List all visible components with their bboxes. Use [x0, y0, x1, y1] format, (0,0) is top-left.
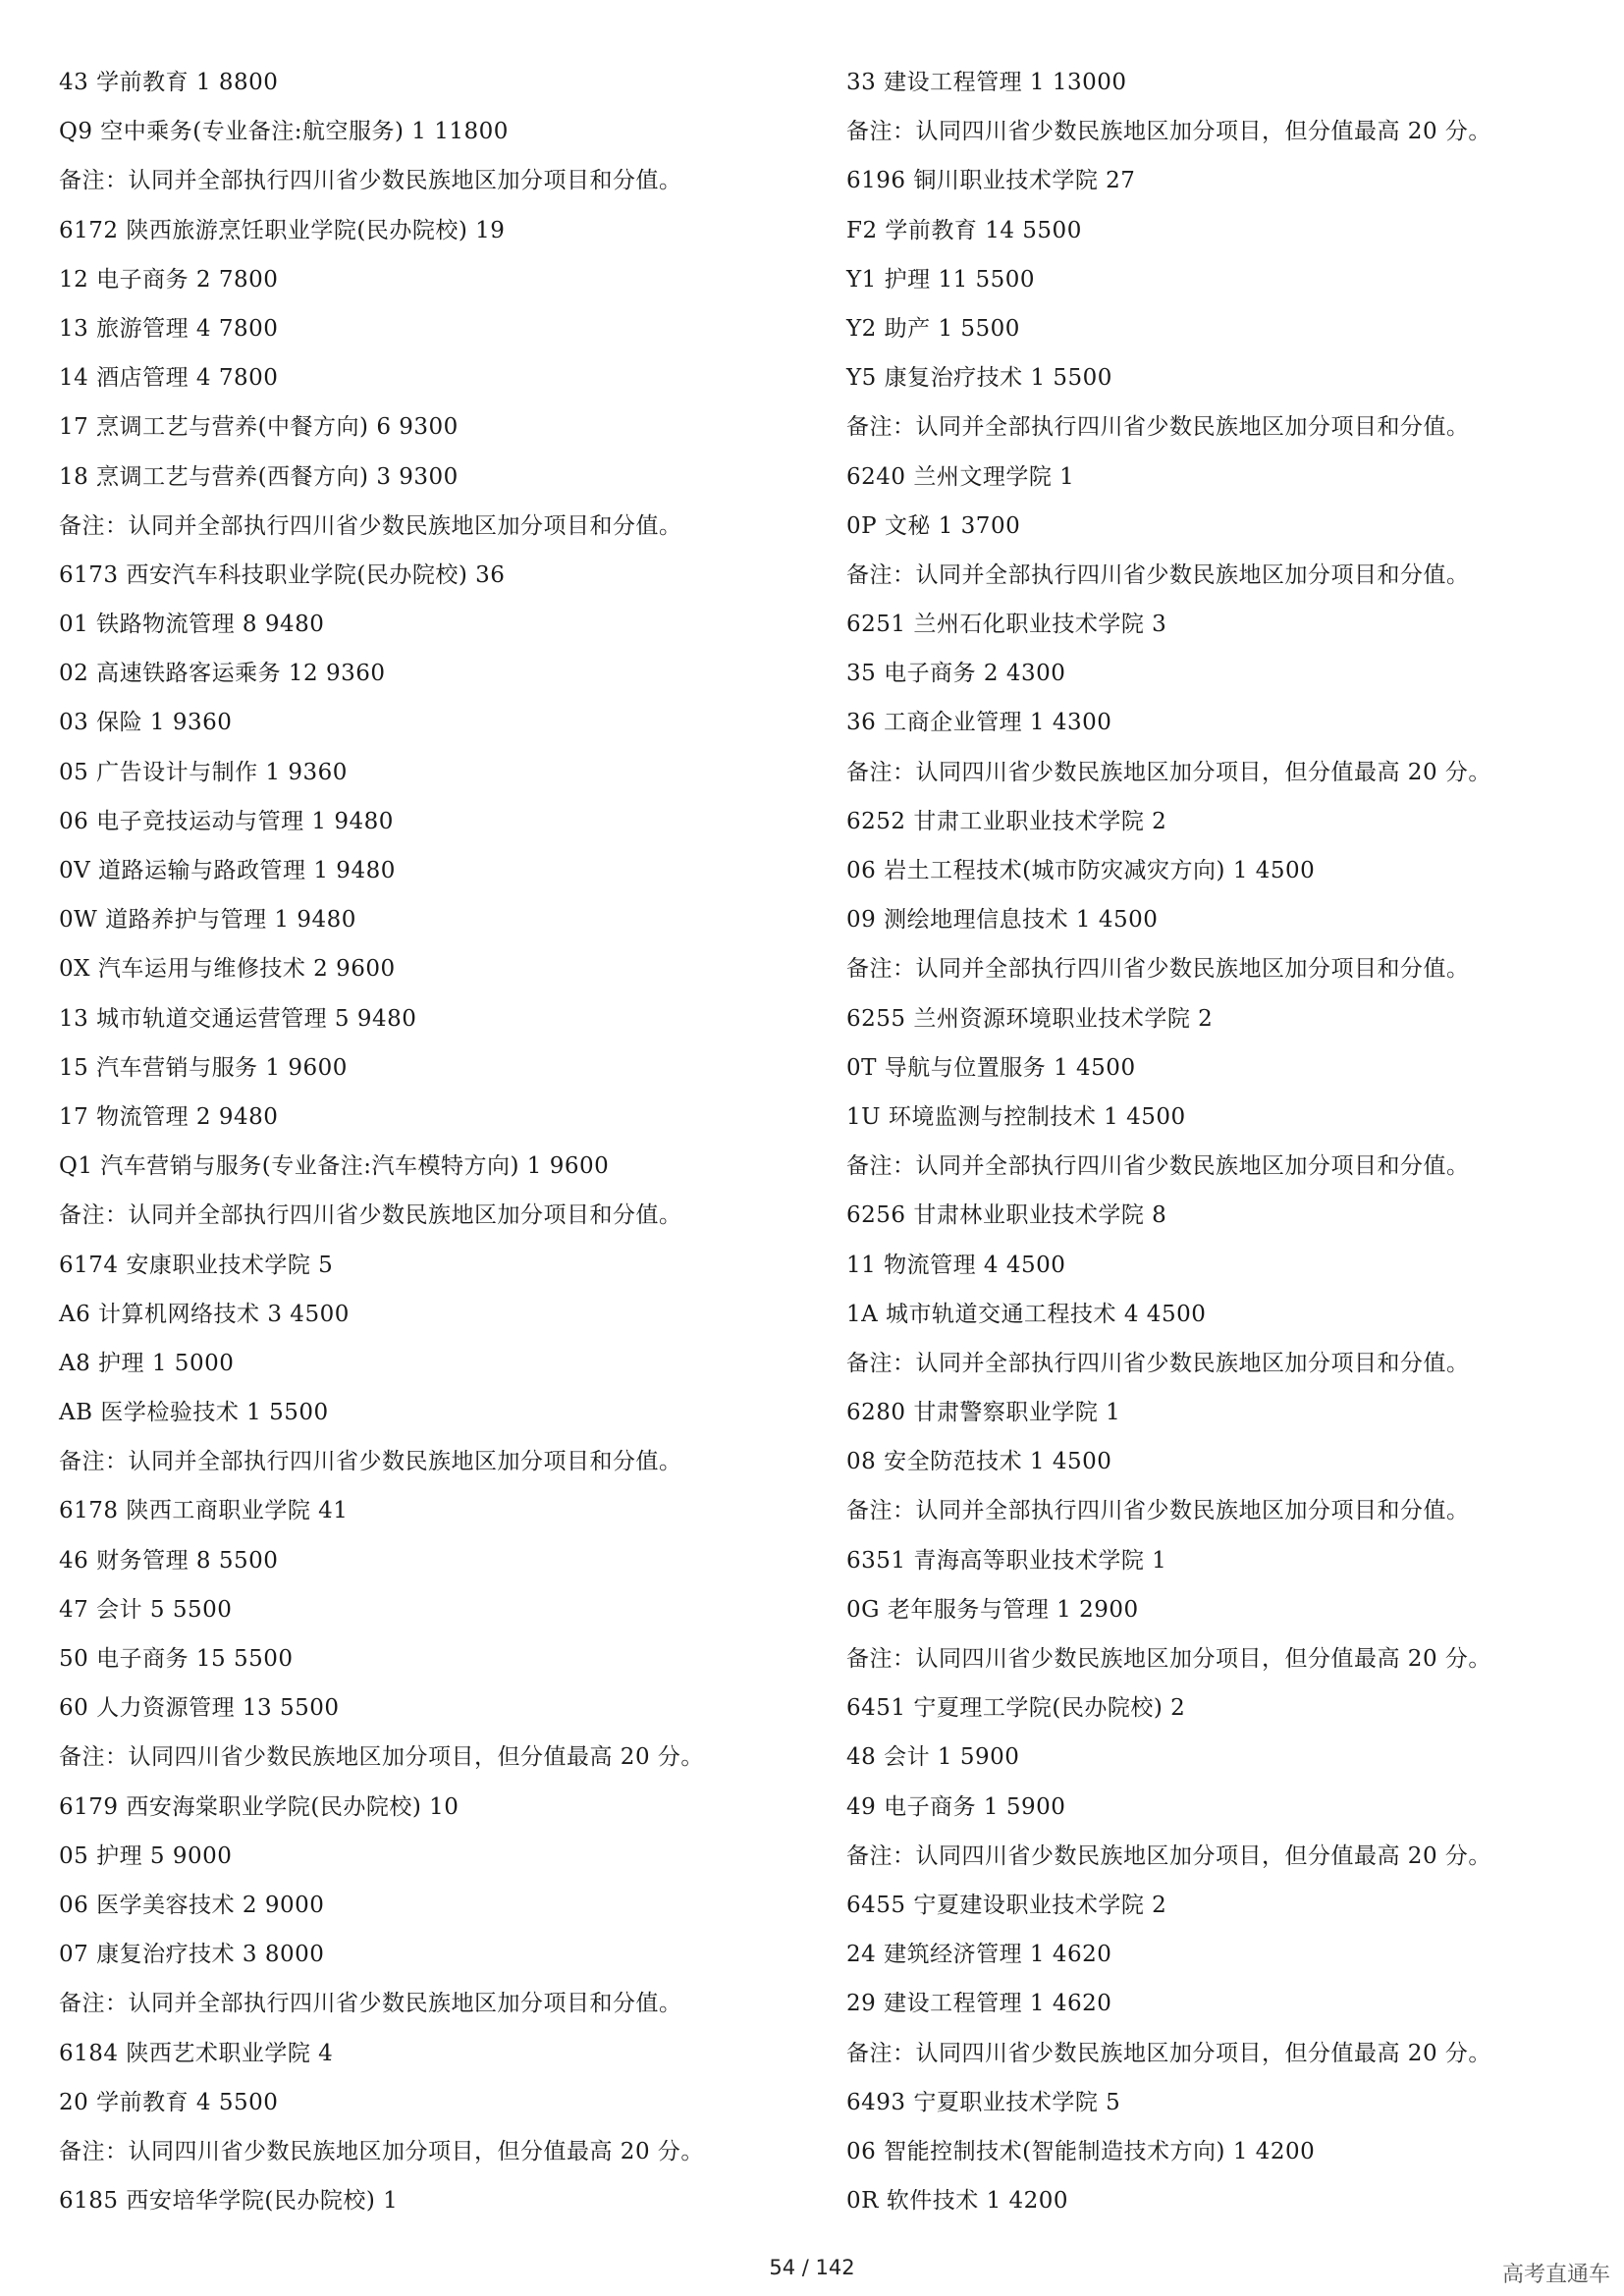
- right-column-line: 备注：认同并全部执行四川省少数民族地区加分项目和分值。: [846, 1498, 1470, 1524]
- right-column-line: 06 智能控制技术(智能制造技术方向) 1 4200: [846, 2138, 1316, 2164]
- right-column-line: 29 建设工程管理 1 4620: [846, 1991, 1112, 2017]
- right-column-line: 09 测绘地理信息技术 1 4500: [846, 907, 1159, 934]
- left-column-line: 备注：认同四川省少数民族地区加分项目，但分值最高 20 分。: [59, 2138, 704, 2164]
- left-column-line: A8 护理 1 5000: [59, 1350, 235, 1376]
- left-column-line: 备注：认同并全部执行四川省少数民族地区加分项目和分值。: [59, 1202, 682, 1229]
- left-column-line: 13 旅游管理 4 7800: [59, 315, 279, 342]
- right-column-line: 6255 兰州资源环境职业技术学院 2: [846, 1005, 1214, 1032]
- left-column-line: 6172 陕西旅游烹饪职业学院(民办院校) 19: [59, 217, 506, 243]
- left-column-line: 05 护理 5 9000: [59, 1842, 233, 1869]
- left-column-line: Q9 空中乘务(专业备注:航空服务) 1 11800: [59, 119, 509, 145]
- left-column-line: 6179 西安海棠职业学院(民办院校) 10: [59, 1793, 460, 1820]
- left-column-line: 6173 西安汽车科技职业学院(民办院校) 36: [59, 561, 506, 588]
- right-column-line: 备注：认同并全部执行四川省少数民族地区加分项目和分值。: [846, 561, 1470, 588]
- left-column-line: 07 康复治疗技术 3 8000: [59, 1942, 325, 1968]
- right-column-line: 33 建设工程管理 1 13000: [846, 70, 1127, 95]
- watermark: 高考直通车: [1501, 2263, 1610, 2287]
- left-column-line: 50 电子商务 15 5500: [59, 1646, 294, 1672]
- left-column-line: A6 计算机网络技术 3 4500: [59, 1301, 350, 1327]
- left-column-line: 46 财务管理 8 5500: [59, 1547, 279, 1574]
- left-column-line: 6185 西安培华学院(民办院校) 1: [59, 2188, 399, 2215]
- right-column-line: 0P 文秘 1 3700: [846, 512, 1021, 539]
- right-column-line: F2 学前教育 14 5500: [846, 217, 1082, 243]
- right-column: [846, 65, 1593, 2232]
- left-column-line: AB 医学检验技术 1 5500: [59, 1400, 329, 1426]
- right-column-line: Y5 康复治疗技术 1 5500: [846, 365, 1112, 392]
- right-column-line: 0T 导航与位置服务 1 4500: [846, 1054, 1136, 1081]
- left-column-line: 6178 陕西工商职业学院 41: [59, 1498, 349, 1524]
- left-column-line: 14 酒店管理 4 7800: [59, 365, 279, 392]
- left-column-line: 0X 汽车运用与维修技术 2 9600: [59, 956, 396, 983]
- right-column-line: 35 电子商务 2 4300: [846, 661, 1066, 687]
- left-column-line: 60 人力资源管理 13 5500: [59, 1695, 340, 1722]
- right-column-line: 备注：认同四川省少数民族地区加分项目，但分值最高 20 分。: [846, 119, 1491, 145]
- right-column-line: Y2 助产 1 5500: [846, 315, 1020, 342]
- left-column-line: 02 高速铁路客运乘务 12 9360: [59, 661, 386, 687]
- right-column-line: 备注：认同并全部执行四川省少数民族地区加分项目和分值。: [846, 1350, 1470, 1376]
- right-column-line: 备注：认同四川省少数民族地区加分项目，但分值最高 20 分。: [846, 1646, 1491, 1672]
- right-column-line: 49 电子商务 1 5900: [846, 1793, 1066, 1820]
- left-column-line: 47 会计 5 5500: [59, 1596, 233, 1623]
- right-column-line: 08 安全防范技术 1 4500: [846, 1449, 1112, 1475]
- page-number: 54 / 142: [769, 2256, 855, 2279]
- left-column-line: 12 电子商务 2 7800: [59, 266, 279, 293]
- right-column-line: 6252 甘肃工业职业技术学院 2: [846, 808, 1167, 834]
- left-column-line: Q1 汽车营销与服务(专业备注:汽车模特方向) 1 9600: [59, 1153, 610, 1180]
- right-column-line: 6251 兰州石化职业技术学院 3: [846, 612, 1167, 638]
- right-column-line: 备注：认同四川省少数民族地区加分项目，但分值最高 20 分。: [846, 759, 1491, 785]
- left-column-line: 备注：认同四川省少数民族地区加分项目，但分值最高 20 分。: [59, 1744, 704, 1771]
- left-column: [59, 65, 815, 2232]
- left-column-line: 43 学前教育 1 8800: [59, 70, 279, 95]
- right-column-line: 6351 青海高等职业技术学院 1: [846, 1547, 1167, 1574]
- left-column-line: 13 城市轨道交通运营管理 5 9480: [59, 1005, 417, 1032]
- right-column-line: 06 岩土工程技术(城市防灾减灾方向) 1 4500: [846, 858, 1316, 883]
- right-column-line: 6451 宁夏理工学院(民办院校) 2: [846, 1695, 1186, 1722]
- left-column-line: 03 保险 1 9360: [59, 710, 233, 736]
- left-column-line: 0W 道路养护与管理 1 9480: [59, 907, 356, 934]
- right-column-line: 6240 兰州文理学院 1: [846, 463, 1075, 490]
- left-column-line: 18 烹调工艺与营养(西餐方向) 3 9300: [59, 463, 459, 490]
- right-column-line: 备注：认同并全部执行四川省少数民族地区加分项目和分值。: [846, 414, 1470, 441]
- left-column-line: 17 烹调工艺与营养(中餐方向) 6 9300: [59, 414, 459, 441]
- left-column-line: 备注：认同并全部执行四川省少数民族地区加分项目和分值。: [59, 168, 682, 194]
- left-column-line: 06 电子竞技运动与管理 1 9480: [59, 808, 394, 834]
- right-column-line: 1U 环境监测与控制技术 1 4500: [846, 1103, 1186, 1130]
- left-column-line: 05 广告设计与制作 1 9360: [59, 759, 348, 785]
- left-column-line: 6174 安康职业技术学院 5: [59, 1252, 334, 1278]
- right-column-line: 备注：认同四川省少数民族地区加分项目，但分值最高 20 分。: [846, 2040, 1491, 2066]
- right-column-line: 24 建筑经济管理 1 4620: [846, 1942, 1112, 1968]
- right-column-line: 备注：认同四川省少数民族地区加分项目，但分值最高 20 分。: [846, 1842, 1491, 1869]
- left-column-line: 备注：认同并全部执行四川省少数民族地区加分项目和分值。: [59, 1991, 682, 2017]
- right-column-line: 6256 甘肃林业职业技术学院 8: [846, 1202, 1167, 1229]
- left-column-line: 01 铁路物流管理 8 9480: [59, 612, 325, 638]
- right-column-line: 1A 城市轨道交通工程技术 4 4500: [846, 1301, 1207, 1327]
- right-column-line: 备注：认同并全部执行四川省少数民族地区加分项目和分值。: [846, 1153, 1470, 1180]
- left-column-line: 备注：认同并全部执行四川省少数民族地区加分项目和分值。: [59, 1449, 682, 1475]
- right-column-line: 备注：认同并全部执行四川省少数民族地区加分项目和分值。: [846, 956, 1470, 983]
- left-column-line: 15 汽车营销与服务 1 9600: [59, 1054, 348, 1081]
- left-column-line: 06 医学美容技术 2 9000: [59, 1892, 325, 1918]
- right-column-line: Y1 护理 11 5500: [846, 266, 1036, 293]
- right-column-line: 6493 宁夏职业技术学院 5: [846, 2089, 1121, 2115]
- right-column-line: 0G 老年服务与管理 1 2900: [846, 1596, 1139, 1623]
- left-column-line: 20 学前教育 4 5500: [59, 2089, 279, 2115]
- right-column-line: 6280 甘肃警察职业学院 1: [846, 1400, 1121, 1426]
- right-column-line: 48 会计 1 5900: [846, 1744, 1020, 1771]
- left-column-line: 17 物流管理 2 9480: [59, 1103, 279, 1130]
- right-column-line: 11 物流管理 4 4500: [846, 1252, 1066, 1278]
- right-column-line: 6196 铜川职业技术学院 27: [846, 168, 1136, 194]
- left-column-line: 6184 陕西艺术职业学院 4: [59, 2040, 334, 2066]
- right-column-line: 0R 软件技术 1 4200: [846, 2188, 1069, 2215]
- right-column-line: 6455 宁夏建设职业技术学院 2: [846, 1892, 1167, 1918]
- left-column-line: 备注：认同并全部执行四川省少数民族地区加分项目和分值。: [59, 512, 682, 539]
- right-column-line: 36 工商企业管理 1 4300: [846, 710, 1112, 736]
- left-column-line: 0V 道路运输与路政管理 1 9480: [59, 858, 396, 883]
